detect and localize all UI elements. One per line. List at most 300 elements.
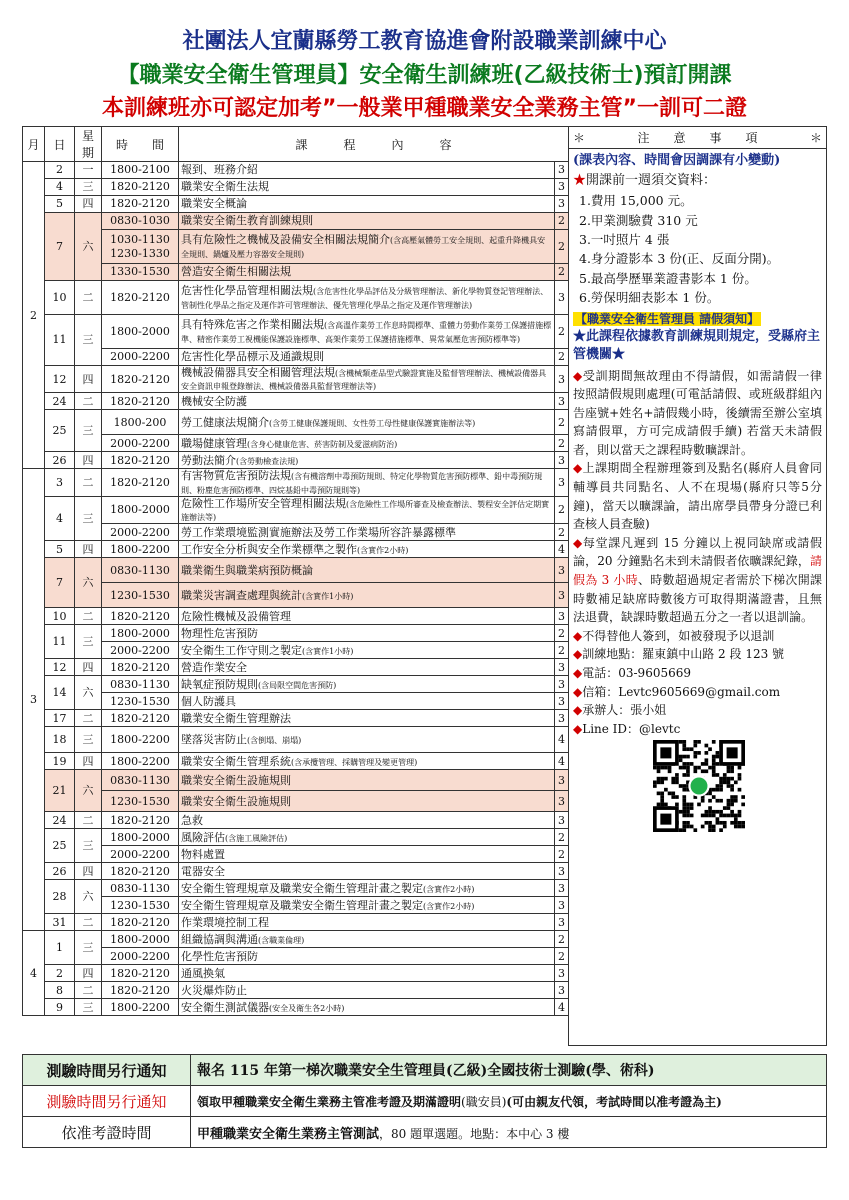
day-cell: 14 bbox=[45, 676, 75, 710]
hours-cell: 3 bbox=[555, 965, 569, 982]
hours-cell: 4 bbox=[555, 541, 569, 558]
schedule-row bbox=[23, 315, 569, 349]
course-cell bbox=[179, 982, 555, 999]
rule-attendance-text: 上課期間全程辦理簽到及點名(縣府人員會同輔導員共同點名、人不在現場(縣府只等5分鐘)，當天以曠課論，請出席學員帶身分證已利查核人員查驗) bbox=[573, 461, 823, 532]
course-cell bbox=[179, 315, 555, 349]
course-cell bbox=[179, 812, 555, 829]
weekday-cell: 二 bbox=[75, 469, 102, 496]
time-cell: 1800-2200 bbox=[102, 753, 179, 770]
course-note: (含有機溶劑中毒預防規則、特定化學物質危害預防標準、鉛中毒預防規則、粉塵危害預防標準、四烷基鉛中毒預防規則等) bbox=[181, 472, 543, 495]
time-cell: 0830-1130 bbox=[102, 770, 179, 791]
time-cell: 2000-2200 bbox=[102, 642, 179, 659]
course-cell bbox=[179, 410, 555, 435]
weekday-cell: 三 bbox=[75, 931, 102, 965]
exam-text-2-mid: (職安員) bbox=[461, 1094, 507, 1109]
course-note: (含身心健康危害、菸害防制及愛滋病防治) bbox=[247, 439, 398, 449]
day-cell: 26 bbox=[45, 863, 75, 880]
hours-cell: 4 bbox=[555, 753, 569, 770]
course-title: 電器安全 bbox=[181, 864, 225, 878]
time-cell: 1800-2000 bbox=[102, 625, 179, 642]
weekday-cell: 六 bbox=[75, 676, 102, 710]
schedule-row bbox=[23, 880, 569, 897]
course-title: 職業安全衛生設施規則 bbox=[181, 794, 291, 808]
course-title: 職業安全衛生教育訓練規則 bbox=[181, 214, 313, 228]
leave-title-line bbox=[573, 310, 822, 329]
hours-cell: 4 bbox=[555, 999, 569, 1016]
course-cell bbox=[179, 393, 555, 410]
exam-info-table bbox=[22, 1054, 827, 1148]
contact-person-text: 承辦人：張小姐 bbox=[582, 703, 667, 718]
time-cell: 1030-1130 1230-1330 bbox=[102, 230, 179, 264]
schedule-row bbox=[23, 914, 569, 931]
title-course: 【職業安全衛生管理員】安全衛生訓練班(乙級技術士)預訂開課 bbox=[117, 63, 732, 88]
hours-cell: 2 bbox=[555, 625, 569, 642]
weekday-cell: 三 bbox=[75, 410, 102, 452]
course-title: 物理性危害預防 bbox=[181, 626, 258, 640]
weekday-cell: 三 bbox=[75, 179, 102, 196]
course-cell bbox=[179, 965, 555, 982]
course-cell bbox=[179, 659, 555, 676]
schedule-row bbox=[23, 693, 569, 710]
weekday-cell: 三 bbox=[75, 727, 102, 753]
schedule-row bbox=[23, 230, 569, 264]
course-cell bbox=[179, 541, 555, 558]
time-cell: 2000-2200 bbox=[102, 846, 179, 863]
header-weekday: 星期 bbox=[75, 127, 102, 162]
course-title: 墜落災害防止 bbox=[181, 733, 247, 747]
time-cell: 2000-2200 bbox=[102, 435, 179, 452]
hours-cell: 3 bbox=[555, 281, 569, 315]
hours-cell: 3 bbox=[555, 863, 569, 880]
schedule-row bbox=[23, 213, 569, 230]
course-cell bbox=[179, 558, 555, 583]
time-cell: 2000-2200 bbox=[102, 948, 179, 965]
hours-cell: 3 bbox=[555, 162, 569, 179]
schedule-change-note: (課表內容、時間會因調課有小變動) bbox=[573, 153, 781, 168]
course-cell bbox=[179, 880, 555, 897]
course-note: (含勞動檢查法規) bbox=[236, 456, 299, 466]
diamond-icon: ◆ bbox=[573, 368, 583, 383]
course-cell bbox=[179, 791, 555, 812]
course-cell bbox=[179, 931, 555, 948]
day-cell: 3 bbox=[45, 469, 75, 496]
schedule-row bbox=[23, 541, 569, 558]
schedule-row bbox=[23, 524, 569, 541]
course-title: 職業安全衛生設施規則 bbox=[181, 773, 291, 787]
course-cell bbox=[179, 496, 555, 523]
time-cell: 1230-1530 bbox=[102, 897, 179, 914]
time-cell: 1230-1530 bbox=[102, 791, 179, 812]
schedule-row bbox=[23, 753, 569, 770]
day-cell: 2 bbox=[45, 965, 75, 982]
course-cell bbox=[179, 469, 555, 496]
weekday-cell: 四 bbox=[75, 965, 102, 982]
schedule-row bbox=[23, 264, 569, 281]
email-text: 信箱：Levtc9605669@gmail.com bbox=[582, 684, 781, 699]
hours-cell: 2 bbox=[555, 931, 569, 948]
hours-cell: 3 bbox=[555, 710, 569, 727]
prep-text: 開課前一週須交資料： bbox=[586, 173, 717, 189]
time-cell: 1800-2200 bbox=[102, 541, 179, 558]
weekday-cell: 二 bbox=[75, 914, 102, 931]
course-cell bbox=[179, 196, 555, 213]
weekday-cell: 四 bbox=[75, 196, 102, 213]
weekday-cell: 六 bbox=[75, 770, 102, 812]
weekday-cell: 六 bbox=[75, 558, 102, 608]
hours-cell: 2 bbox=[555, 264, 569, 281]
time-cell: 1330-1530 bbox=[102, 264, 179, 281]
time-cell: 1820-2120 bbox=[102, 812, 179, 829]
hours-cell: 3 bbox=[555, 914, 569, 931]
hours-cell: 3 bbox=[555, 608, 569, 625]
time-cell: 1820-2120 bbox=[102, 659, 179, 676]
line-id-text: Line ID：@levtc bbox=[582, 721, 681, 736]
course-title: 個人防護具 bbox=[181, 694, 236, 708]
schedule-row bbox=[23, 625, 569, 642]
hours-cell: 2 bbox=[555, 642, 569, 659]
exam-text-2-end: (可由親友代領，考試時間以准考證為主) bbox=[506, 1094, 722, 1109]
schedule-row bbox=[23, 410, 569, 435]
time-cell: 1800-2100 bbox=[102, 162, 179, 179]
phone-text: 電話：03-9605669 bbox=[582, 666, 692, 680]
day-cell: 17 bbox=[45, 710, 75, 727]
fee-list bbox=[573, 191, 822, 307]
day-cell: 12 bbox=[45, 366, 75, 393]
time-cell: 1820-2120 bbox=[102, 914, 179, 931]
hours-cell: 2 bbox=[555, 948, 569, 965]
course-note: (含實作1小時) bbox=[302, 591, 354, 601]
exam-text-1: 報名 115 年第一梯次職業安全生管理員(乙級)全國技術士測驗(學、術科) bbox=[191, 1055, 827, 1086]
day-cell: 5 bbox=[45, 196, 75, 213]
hours-cell: 2 bbox=[555, 435, 569, 452]
schedule-row bbox=[23, 948, 569, 965]
time-cell: 1820-2120 bbox=[102, 452, 179, 469]
schedule-row bbox=[23, 393, 569, 410]
course-title: 勞工健康法規簡介 bbox=[181, 415, 269, 429]
prep-heading bbox=[573, 171, 822, 191]
weekday-cell: 六 bbox=[75, 880, 102, 914]
day-cell: 7 bbox=[45, 558, 75, 608]
rule-leave bbox=[573, 367, 822, 460]
notes-header-title: 注 意 事 項 bbox=[637, 131, 758, 145]
time-cell: 2000-2200 bbox=[102, 349, 179, 366]
weekday-cell: 三 bbox=[75, 315, 102, 366]
course-title: 職業衛生與職業病預防概論 bbox=[181, 563, 313, 577]
weekday-cell: 四 bbox=[75, 753, 102, 770]
day-cell: 11 bbox=[45, 315, 75, 366]
course-cell bbox=[179, 948, 555, 965]
leave-title: 【職業安全衛生管理員 請假須知】 bbox=[575, 311, 760, 326]
hours-cell: 4 bbox=[555, 727, 569, 753]
course-note: (含危害性化學品評估及分級管理辦法、新化學物質登記管理辦法、管制性化學品之指定及運作許可管理辦法、優先管理化學品之指定及運作管理辦法) bbox=[181, 287, 549, 310]
time-cell: 1230-1530 bbox=[102, 583, 179, 608]
schedule-row bbox=[23, 196, 569, 213]
course-cell bbox=[179, 213, 555, 230]
schedule-row bbox=[23, 710, 569, 727]
course-cell bbox=[179, 710, 555, 727]
time-cell: 1820-2120 bbox=[102, 863, 179, 880]
weekday-cell: 二 bbox=[75, 812, 102, 829]
schedule-row bbox=[23, 435, 569, 452]
day-cell: 24 bbox=[45, 812, 75, 829]
course-title: 勞動法簡介 bbox=[181, 453, 236, 467]
day-cell: 21 bbox=[45, 770, 75, 812]
weekday-cell: 四 bbox=[75, 659, 102, 676]
time-cell: 1820-2120 bbox=[102, 608, 179, 625]
training-address-text: 訓練地點：羅東鎮中山路 2 段 123 號 bbox=[582, 647, 785, 662]
weekday-cell: 三 bbox=[75, 829, 102, 863]
rule-late-text-b: 、時數超過規定者需於下梯次開課時數補足缺席時數後方可取得期滿證書，且無法退費，缺課時數超過五分之一者以退訓論。 bbox=[573, 573, 822, 625]
schedule-row bbox=[23, 829, 569, 846]
course-title: 機械設備器具安全相關管理法規 bbox=[181, 366, 335, 379]
course-title: 有害物質危害預防法規 bbox=[181, 469, 291, 483]
course-title: 化學性危害預防 bbox=[181, 949, 258, 963]
course-cell bbox=[179, 846, 555, 863]
course-note: (含實作1小時) bbox=[302, 646, 354, 656]
day-cell: 11 bbox=[45, 625, 75, 659]
diamond-icon: ◆ bbox=[573, 684, 583, 699]
course-title: 急救 bbox=[181, 813, 203, 827]
hours-cell: 3 bbox=[555, 812, 569, 829]
schedule-row bbox=[23, 452, 569, 469]
fee-item: 5.最高學歷畢業證書影本 1 份。 bbox=[579, 270, 757, 286]
course-cell bbox=[179, 625, 555, 642]
schedule-row bbox=[23, 812, 569, 829]
day-cell: 10 bbox=[45, 608, 75, 625]
day-cell: 25 bbox=[45, 410, 75, 452]
fee-item: 6.勞保明細表影本 1 份。 bbox=[579, 290, 720, 306]
diamond-icon: ◆ bbox=[573, 461, 583, 476]
email bbox=[573, 683, 822, 702]
exam-text-3-end: ，80 題單選題。地點：本中心 3 樓 bbox=[379, 1126, 570, 1141]
course-note: (含職業倫理) bbox=[258, 935, 305, 945]
rule-signin-text: 不得替他人簽到，如被發現予以退訓 bbox=[582, 628, 775, 643]
weekday-cell: 四 bbox=[75, 452, 102, 469]
time-cell: 1800-2000 bbox=[102, 931, 179, 948]
rule-attendance bbox=[573, 459, 822, 533]
course-title: 組織協調與溝通 bbox=[181, 932, 258, 946]
day-cell: 24 bbox=[45, 393, 75, 410]
title-organization: 社團法人宜蘭縣勞工教育協進會附設職業訓練中心 bbox=[182, 29, 667, 54]
hours-cell: 2 bbox=[555, 846, 569, 863]
header-day: 日 bbox=[45, 127, 75, 162]
course-title: 職業安全概論 bbox=[181, 197, 247, 211]
course-title: 風險評估 bbox=[181, 830, 225, 844]
time-cell: 1820-2120 bbox=[102, 196, 179, 213]
month-cell: 2 bbox=[23, 162, 45, 469]
hours-cell: 2 bbox=[555, 829, 569, 846]
exam-text-2-bold: 領取甲種職業安全衛生業務主管准考證及期滿證明 bbox=[197, 1094, 462, 1109]
course-note: (含施工風險評估) bbox=[225, 833, 288, 843]
rule-late-text-red: 請假為 3 小時 bbox=[573, 554, 822, 588]
time-cell: 0830-1130 bbox=[102, 676, 179, 693]
course-title: 火災爆炸防止 bbox=[181, 983, 247, 997]
time-cell: 1800-2000 bbox=[102, 315, 179, 349]
course-cell bbox=[179, 770, 555, 791]
hours-cell: 3 bbox=[555, 659, 569, 676]
course-cell bbox=[179, 452, 555, 469]
schedule-row bbox=[23, 770, 569, 791]
time-cell: 1800-2000 bbox=[102, 496, 179, 523]
hours-cell: 3 bbox=[555, 982, 569, 999]
exam-label-1: 測驗時間另行通知 bbox=[23, 1055, 191, 1086]
time-cell: 1820-2120 bbox=[102, 965, 179, 982]
notes-header-star-right: ＊ bbox=[809, 131, 822, 145]
course-cell bbox=[179, 897, 555, 914]
weekday-cell: 四 bbox=[75, 366, 102, 393]
weekday-cell: 二 bbox=[75, 982, 102, 999]
course-title: 職業安全衛生法規 bbox=[181, 180, 269, 194]
training-address bbox=[573, 645, 822, 664]
weekday-cell: 四 bbox=[75, 863, 102, 880]
weekday-cell: 三 bbox=[75, 625, 102, 659]
line-id bbox=[573, 720, 822, 739]
course-note: (含危險性工作場所審查及檢查辦法、製程安全評估定期實施辦法等) bbox=[181, 499, 550, 522]
qr-wrap bbox=[573, 738, 822, 834]
schedule-row bbox=[23, 366, 569, 393]
exam-row-1 bbox=[23, 1055, 827, 1086]
hours-cell: 2 bbox=[555, 230, 569, 264]
day-cell: 2 bbox=[45, 162, 75, 179]
line-qr-code-icon[interactable] bbox=[653, 740, 745, 832]
title-certification: 本訓練班亦可認定加考”一般業甲種職業安全業務主管”一訓可二證 bbox=[102, 96, 747, 121]
notes-header-star-left: ＊ bbox=[573, 131, 586, 145]
schedule-row bbox=[23, 676, 569, 693]
course-cell bbox=[179, 829, 555, 846]
course-title: 營造作業安全 bbox=[181, 660, 247, 674]
hours-cell: 3 bbox=[555, 179, 569, 196]
course-cell bbox=[179, 583, 555, 608]
hours-cell: 3 bbox=[555, 676, 569, 693]
course-cell bbox=[179, 999, 555, 1016]
course-note: (含實作2小時) bbox=[423, 901, 475, 911]
course-cell bbox=[179, 914, 555, 931]
course-cell bbox=[179, 863, 555, 880]
course-title: 具有特殊危害之作業相關法規 bbox=[181, 318, 324, 332]
weekday-cell: 二 bbox=[75, 608, 102, 625]
course-note: (含機械類產品型式驗證實施及監督管理辦法、機械設備器具安全資訊申報登錄辦法、機械設備器具監督管理辦法等) bbox=[181, 369, 547, 392]
fee-item: 3.一吋照片 4 張 bbox=[579, 232, 670, 248]
course-cell bbox=[179, 162, 555, 179]
course-title: 危險性機械及設備管理 bbox=[181, 609, 291, 623]
hours-cell: 3 bbox=[555, 693, 569, 710]
schedule-row bbox=[23, 469, 569, 496]
hours-cell: 2 bbox=[555, 410, 569, 435]
header-time: 時 間 bbox=[102, 127, 179, 162]
course-title: 職業安全衛生管理系統 bbox=[181, 754, 291, 768]
diamond-icon: ◆ bbox=[573, 535, 583, 550]
course-cell bbox=[179, 753, 555, 770]
schedule-row bbox=[23, 281, 569, 315]
course-title: 職業災害調查處理與統計 bbox=[181, 588, 302, 602]
schedule-row bbox=[23, 642, 569, 659]
weekday-cell: 三 bbox=[75, 496, 102, 540]
time-cell: 1820-2120 bbox=[102, 281, 179, 315]
rule-signin bbox=[573, 627, 822, 646]
schedule-row bbox=[23, 496, 569, 523]
weekday-cell: 二 bbox=[75, 281, 102, 315]
course-cell bbox=[179, 642, 555, 659]
schedule-row bbox=[23, 965, 569, 982]
time-cell: 1820-2120 bbox=[102, 710, 179, 727]
notes-header bbox=[569, 127, 826, 149]
day-cell: 9 bbox=[45, 999, 75, 1016]
course-cell bbox=[179, 179, 555, 196]
time-cell: 1820-2120 bbox=[102, 393, 179, 410]
star-icon: ★ bbox=[573, 173, 587, 189]
exam-text-3-bold: 甲種職業安全衛生業務主管測試 bbox=[197, 1126, 380, 1142]
schedule-row bbox=[23, 982, 569, 999]
hours-cell: 3 bbox=[555, 366, 569, 393]
schedule-row bbox=[23, 608, 569, 625]
course-note: (含局限空間危害預防) bbox=[258, 680, 337, 690]
course-note: (含高壓氣體勞工安全規則、起重升降機具安全規則、鍋爐及壓力容器安全規則) bbox=[181, 236, 546, 259]
hours-cell: 3 bbox=[555, 469, 569, 496]
hours-cell: 3 bbox=[555, 196, 569, 213]
course-title: 缺氧症預防規則 bbox=[181, 677, 258, 691]
diamond-icon: ◆ bbox=[573, 666, 583, 680]
course-title: 勞工作業環境監測實施辦法及勞工作業場所容許暴露標準 bbox=[181, 525, 456, 539]
header-month: 月 bbox=[23, 127, 45, 162]
day-cell: 19 bbox=[45, 753, 75, 770]
hours-cell: 2 bbox=[555, 213, 569, 230]
weekday-cell: 二 bbox=[75, 393, 102, 410]
diamond-icon: ◆ bbox=[573, 647, 583, 662]
course-cell bbox=[179, 727, 555, 753]
regulation-note: ★此課程依據教育訓練規則規定，受縣府主管機關★ bbox=[573, 329, 821, 363]
rule-late-text-a: 每堂課凡遲到 15 分鐘以上視同缺席或請假論，20 分鐘點名未到未請假者依曠課紀錄， bbox=[573, 535, 822, 569]
course-title: 安全衛生管理規章及職業安全衛生管理計畫之製定 bbox=[181, 898, 423, 912]
schedule-row bbox=[23, 897, 569, 914]
course-title: 職場健康管理 bbox=[181, 436, 247, 450]
month-cell: 4 bbox=[23, 931, 45, 1016]
time-cell: 2000-2200 bbox=[102, 524, 179, 541]
notes-body bbox=[569, 149, 826, 836]
day-cell: 18 bbox=[45, 727, 75, 753]
hours-cell: 3 bbox=[555, 393, 569, 410]
hours-cell: 2 bbox=[555, 496, 569, 523]
schedule-row bbox=[23, 727, 569, 753]
course-title: 營造安全衛生相關法規 bbox=[181, 265, 291, 279]
day-cell: 31 bbox=[45, 914, 75, 931]
contact-person bbox=[573, 701, 822, 720]
rule-late bbox=[573, 534, 822, 627]
course-cell bbox=[179, 230, 555, 264]
time-cell: 1820-2120 bbox=[102, 179, 179, 196]
course-title: 工作安全分析與安全作業標準之製作 bbox=[181, 542, 357, 556]
exam-text-2 bbox=[191, 1086, 827, 1117]
schedule-row bbox=[23, 162, 569, 179]
day-cell: 8 bbox=[45, 982, 75, 999]
diamond-icon: ◆ bbox=[573, 721, 583, 736]
course-cell bbox=[179, 435, 555, 452]
diamond-icon: ◆ bbox=[573, 628, 583, 643]
course-cell bbox=[179, 693, 555, 710]
course-cell bbox=[179, 281, 555, 315]
schedule-table bbox=[22, 126, 569, 1016]
course-title: 安全衛生工作守則之製定 bbox=[181, 643, 302, 657]
schedule-header-row bbox=[23, 127, 569, 162]
course-note: (含倒塌、崩塌) bbox=[247, 736, 302, 746]
exam-row-2 bbox=[23, 1086, 827, 1117]
hours-cell: 3 bbox=[555, 452, 569, 469]
course-title: 危害性化學品管理相關法規 bbox=[181, 284, 313, 298]
day-cell: 1 bbox=[45, 931, 75, 965]
course-cell bbox=[179, 349, 555, 366]
schedule-row bbox=[23, 863, 569, 880]
time-cell: 1230-1530 bbox=[102, 693, 179, 710]
weekday-cell: 四 bbox=[75, 541, 102, 558]
